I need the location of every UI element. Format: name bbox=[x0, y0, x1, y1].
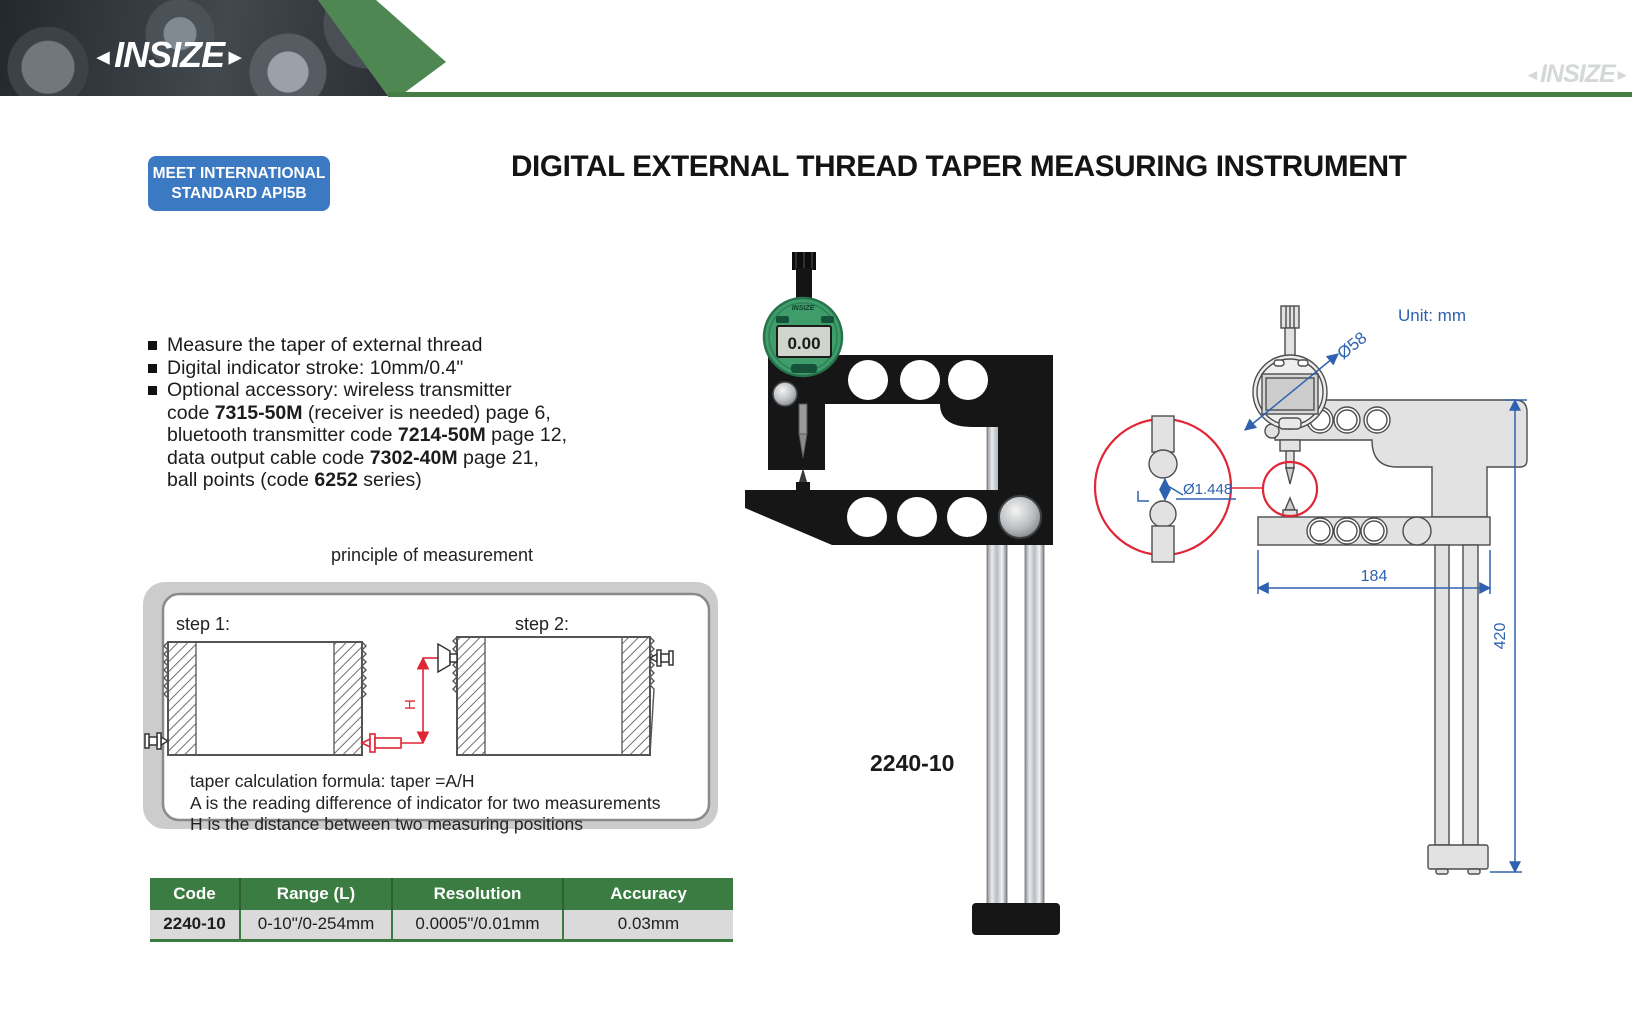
step2-pipe bbox=[453, 637, 654, 755]
principle-title: principle of measurement bbox=[330, 545, 534, 565]
bottom-arm-hole bbox=[847, 497, 887, 537]
badge-line1: MEET INTERNATIONAL bbox=[152, 165, 326, 182]
logo-left-arrow-icon: ◄ bbox=[92, 44, 115, 70]
dim-label-420: 420 bbox=[1492, 622, 1509, 650]
technical-drawing bbox=[1050, 298, 1632, 950]
cell-code: 2240-10 bbox=[150, 910, 240, 940]
drawing-indicator-stem bbox=[1285, 328, 1295, 356]
watermark-logo bbox=[1455, 60, 1630, 89]
watermark-left-arrow-icon: ◄ bbox=[1524, 67, 1541, 85]
drawing-base bbox=[1428, 845, 1488, 869]
feature-item bbox=[148, 357, 638, 380]
clamp-screw bbox=[773, 382, 797, 406]
dim-label-184: 184 bbox=[1360, 568, 1388, 585]
product-code-label: 2240-10 bbox=[870, 750, 955, 776]
dim-label-dia58: Ø58 bbox=[1333, 328, 1371, 364]
feature-item bbox=[148, 334, 638, 357]
logo-text: INSIZE bbox=[114, 34, 225, 75]
formula-line: H is the distance between two measuring positions bbox=[190, 814, 583, 834]
formula-line: taper calculation formula: taper =A/H bbox=[190, 771, 475, 791]
dim-leader-ball bbox=[1168, 486, 1183, 495]
dim-label-dia-ball: Ø1.448 bbox=[1183, 481, 1233, 498]
header-green-rule bbox=[388, 92, 1632, 97]
lcd-value: 0.00 bbox=[787, 334, 821, 353]
perpendicular-symbol bbox=[1138, 491, 1149, 501]
lower-contact-point bbox=[796, 468, 810, 490]
formula-line: A is the reading difference of indicator for two measurements bbox=[190, 792, 661, 813]
unit-label: Unit: mm bbox=[1398, 306, 1466, 325]
bottom-arm-hole bbox=[897, 497, 937, 537]
drawing-rod bbox=[1463, 545, 1478, 845]
indicator-button bbox=[791, 364, 817, 373]
drawing-probe-boss bbox=[1280, 440, 1300, 451]
lock-knob bbox=[999, 496, 1041, 538]
cell-accuracy: 0.03mm bbox=[563, 910, 733, 940]
bullet-square-icon bbox=[148, 386, 157, 395]
col-header-accuracy: Accuracy bbox=[563, 878, 733, 910]
feature-text: Optional accessory: wireless transmitter code 7315-50M (receiver is needed) page 6, bluetooth transmitter code 7214-50M page 12, data output cable code 7302-40M page 21, ball points (code 6252 series) bbox=[167, 379, 568, 491]
bullet-square-icon bbox=[148, 364, 157, 373]
top-arm-hole bbox=[900, 360, 940, 400]
standard-badge bbox=[148, 156, 330, 211]
top-arm-hole bbox=[948, 360, 988, 400]
page-title: DIGITAL EXTERNAL THREAD TAPER MEASURING INSTRUMENT bbox=[511, 150, 1407, 183]
feature-text: Measure the taper of external thread bbox=[167, 334, 483, 356]
feature-list bbox=[148, 334, 638, 492]
feature-text: Digital indicator stroke: 10mm/0.4" bbox=[167, 356, 464, 379]
cell-resolution: 0.0005"/0.01mm bbox=[392, 910, 563, 940]
indicator-button bbox=[776, 316, 789, 323]
step1-label: step 1: bbox=[176, 614, 231, 634]
digital-indicator bbox=[764, 252, 842, 376]
formula-block bbox=[190, 771, 730, 836]
spec-table bbox=[150, 878, 733, 942]
spec-table-row bbox=[150, 910, 733, 940]
cell-range: 0-10"/0-254mm bbox=[240, 910, 392, 940]
bullet-square-icon bbox=[148, 341, 157, 350]
indicator-brand-text: INSIZE bbox=[791, 305, 815, 312]
bottom-arm-hole bbox=[947, 497, 987, 537]
drawing-knob bbox=[1403, 517, 1431, 545]
col-header-code: Code bbox=[150, 878, 240, 910]
drawing-rod bbox=[1435, 545, 1449, 845]
drawing-probe bbox=[1286, 451, 1294, 468]
base-block bbox=[972, 903, 1060, 935]
col-header-range: Range (L) bbox=[240, 878, 392, 910]
logo-right-arrow-icon: ► bbox=[224, 44, 247, 70]
watermark-text: INSIZE bbox=[1540, 60, 1615, 88]
badge-line2: STANDARD API5B bbox=[171, 185, 307, 202]
spec-table-header-row bbox=[150, 878, 733, 910]
product-photo bbox=[712, 246, 1068, 942]
col-header-resolution: Resolution bbox=[392, 878, 563, 910]
step2-label: step 2: bbox=[515, 614, 570, 634]
right-column bbox=[998, 427, 1053, 493]
step1-pipe bbox=[164, 642, 366, 755]
feature-item bbox=[148, 379, 638, 492]
drawing-lower-contact bbox=[1285, 498, 1295, 510]
watermark-right-arrow-icon: ► bbox=[1614, 67, 1630, 85]
brand-logo bbox=[92, 34, 246, 76]
indicator-button bbox=[821, 316, 834, 323]
top-arm-hole bbox=[848, 360, 888, 400]
h-dimension-label: H bbox=[402, 699, 419, 710]
